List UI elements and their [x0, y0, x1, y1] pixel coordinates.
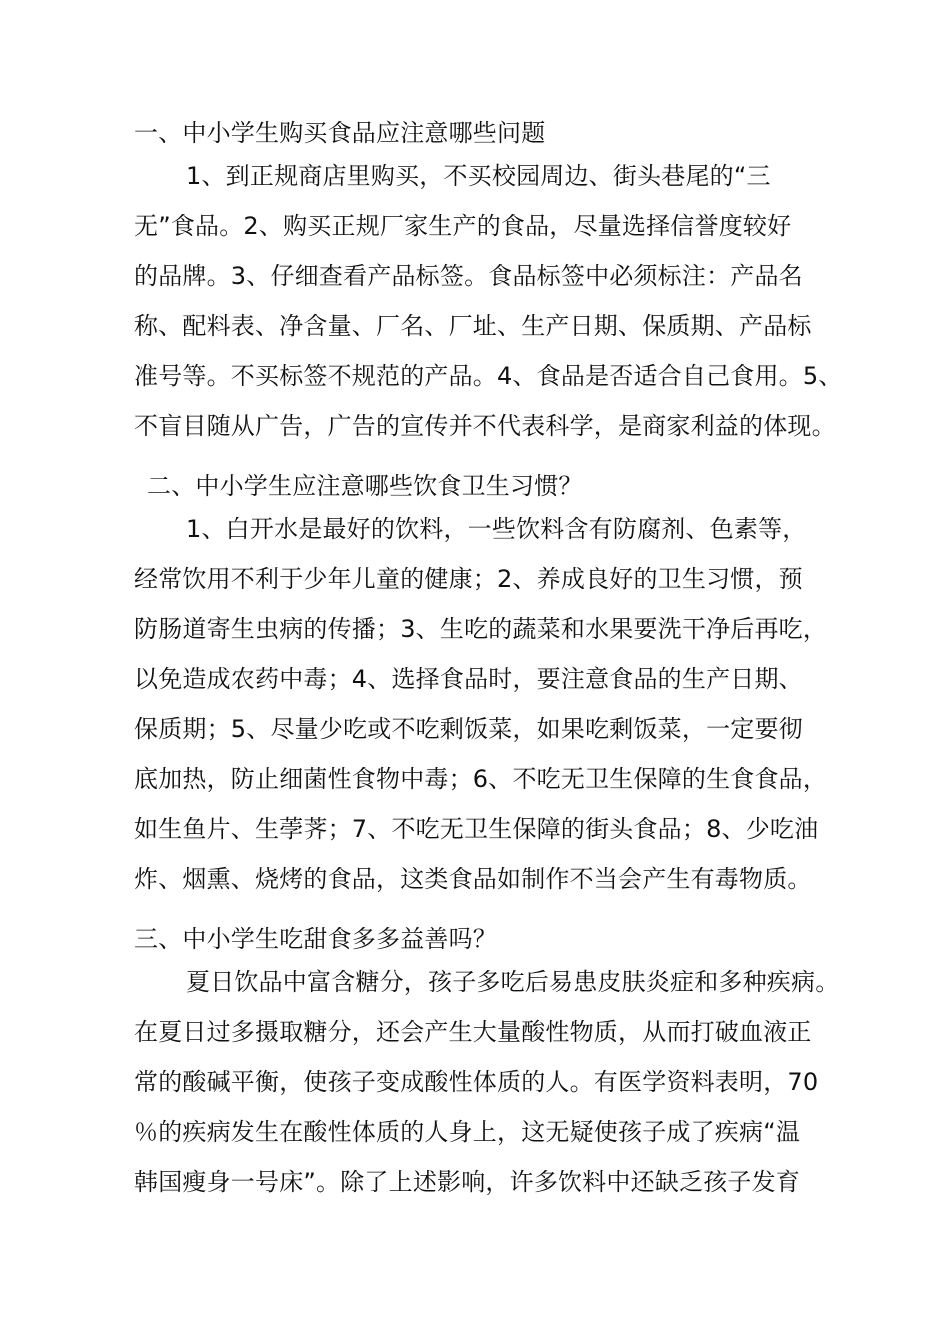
paragraph-line: 1、白开水是最好的饮料，一些饮料含有防腐剂、色素等，: [186, 515, 807, 543]
paragraph-line: 准号等。不买标签不规范的产品。4、食品是否适合自己食用。5、: [134, 362, 843, 390]
section-heading-3: 三、中小学生吃甜食多多益善吗？: [134, 925, 497, 953]
paragraph-line: 底加热，防止细菌性食物中毒；6、不吃无卫生保障的生食食品，: [134, 765, 828, 793]
paragraph-line: 炸、烟熏、烧烤的食品，这类食品如制作不当会产生有毒物质。: [134, 865, 812, 893]
paragraph-line: 韩国瘦身一号床”。除了上述影响，许多饮料中还缺乏孩子发育: [134, 1168, 801, 1196]
paragraph-line: 常的酸碱平衡，使孩子变成酸性体质的人。有医学资料表明，70: [134, 1068, 819, 1096]
paragraph-line: 以免造成农药中毒；4、选择食品时，要注意食品的生产日期、: [134, 665, 803, 693]
paragraph-line: 保质期；5、尽量少吃或不吃剩饭菜，如果吃剩饭菜，一定要彻: [134, 715, 803, 743]
section-heading-2: 二、中小学生应注意哪些饮食卫生习惯？: [147, 472, 583, 500]
paragraph-line: 无”食品。2、购买正规厂家生产的食品，尽量选择信誉度较好: [134, 212, 792, 240]
paragraph-line: 在夏日过多摄取糖分，还会产生大量酸性物质，从而打破血液正: [134, 1018, 812, 1046]
paragraph-line: ％的疾病发生在酸性体质的人身上，这无疑使孩子成了疾病“温: [134, 1118, 801, 1146]
paragraph-line: 防肠道寄生虫病的传播；3、生吃的蔬菜和水果要洗干净后再吃，: [134, 615, 828, 643]
paragraph-line: 不盲目随从广告，广告的宣传并不代表科学，是商家利益的体现。: [134, 412, 836, 440]
paragraph-line: 1、到正规商店里购买，不买校园周边、街头巷尾的“三: [186, 162, 771, 190]
paragraph-line: 的品牌。3、仔细查看产品标签。食品标签中必须标注：产品名: [134, 262, 803, 290]
section-heading-1: 一、中小学生购买食品应注意哪些问题: [134, 119, 546, 147]
paragraph-line: 夏日饮品中富含糖分，孩子多吃后易患皮肤炎症和多种疾病。: [186, 968, 840, 996]
paragraph-line: 如生鱼片、生荸荠；7、不吃无卫生保障的街头食品；8、少吃油: [134, 815, 819, 843]
paragraph-line: 经常饮用不利于少年儿童的健康；2、养成良好的卫生习惯，预: [134, 565, 803, 593]
paragraph-line: 称、配料表、净含量、厂名、厂址、生产日期、保质期、产品标: [134, 312, 812, 340]
